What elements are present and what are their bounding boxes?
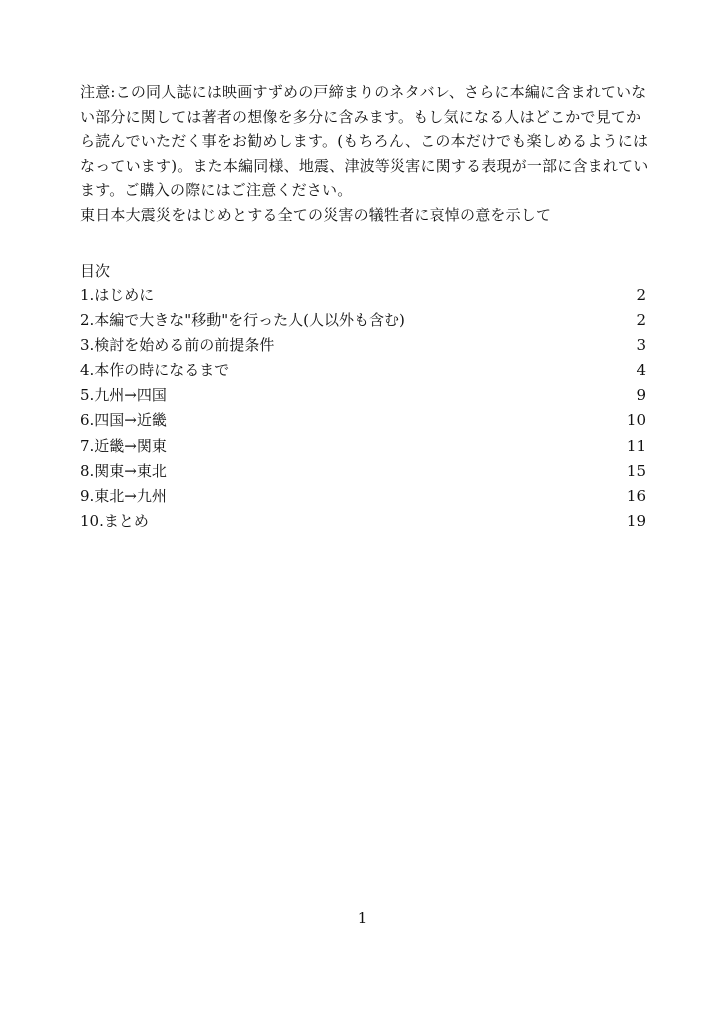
toc-entry-title: 10.まとめ <box>80 511 149 530</box>
toc-entry-page: 16 <box>626 486 646 505</box>
toc-entry-page: 9 <box>636 386 646 405</box>
toc-entry-title: 1.はじめに <box>80 286 155 304</box>
toc-entry-title: 8.関東→東北 <box>80 461 167 480</box>
page-number: 1 <box>357 909 368 927</box>
toc-entry-title: 6.四国→近畿 <box>80 411 167 430</box>
notice-paragraph: 注意:この同人誌には映画すずめの戸締まりのネタバレ、さらに本編に含まれていない部分に関しては著者の想像を多分に含みます。もし気になる人はどこかで見てから読んでいただく事をお勧めします。(もちろん、この本だけでも楽しめるようにはなっています)。また本編同様、地震、津波等災害に関する表現が一部に含まれています。ご購入の際にはご注意ください。 <box>80 83 649 199</box>
toc-entry-page: 2 <box>636 311 646 330</box>
toc-entry <box>80 285 646 310</box>
toc-entry-page: 15 <box>626 461 646 480</box>
toc-entry-page: 2 <box>636 286 646 304</box>
toc-entry-title: 2.本編で大きな"移動"を行った人(人以外も含む) <box>80 311 405 330</box>
toc-entry-title: 3.検討を始める前の前提条件 <box>80 336 275 355</box>
table-of-contents <box>80 285 646 536</box>
toc-entry <box>80 335 646 360</box>
notice-section <box>80 80 650 227</box>
toc-entry <box>80 410 646 435</box>
toc-entry-page: 10 <box>626 411 646 430</box>
toc-entry-title: 7.近畿→関東 <box>80 436 167 455</box>
toc-entry <box>80 436 646 461</box>
toc-entry <box>80 360 646 385</box>
toc-entry <box>80 461 646 486</box>
toc-entry <box>80 385 646 410</box>
toc-entry-page: 4 <box>636 361 646 380</box>
toc-entry-title: 4.本作の時になるまで <box>80 361 230 380</box>
toc-entry-title: 5.九州→四国 <box>80 386 167 405</box>
dedication-line: 東日本大震災をはじめとする全ての災害の犠牲者に哀悼の意を示して <box>80 205 552 224</box>
toc-entry <box>80 511 646 536</box>
toc-entry-page: 3 <box>636 336 646 355</box>
toc-entry-title: 9.東北→九州 <box>80 486 167 505</box>
toc-entry-page: 19 <box>626 511 646 530</box>
toc-entry <box>80 486 646 511</box>
toc-entry <box>80 310 646 335</box>
toc-heading: 目次 <box>80 262 111 280</box>
toc-entry-page: 11 <box>626 436 646 455</box>
